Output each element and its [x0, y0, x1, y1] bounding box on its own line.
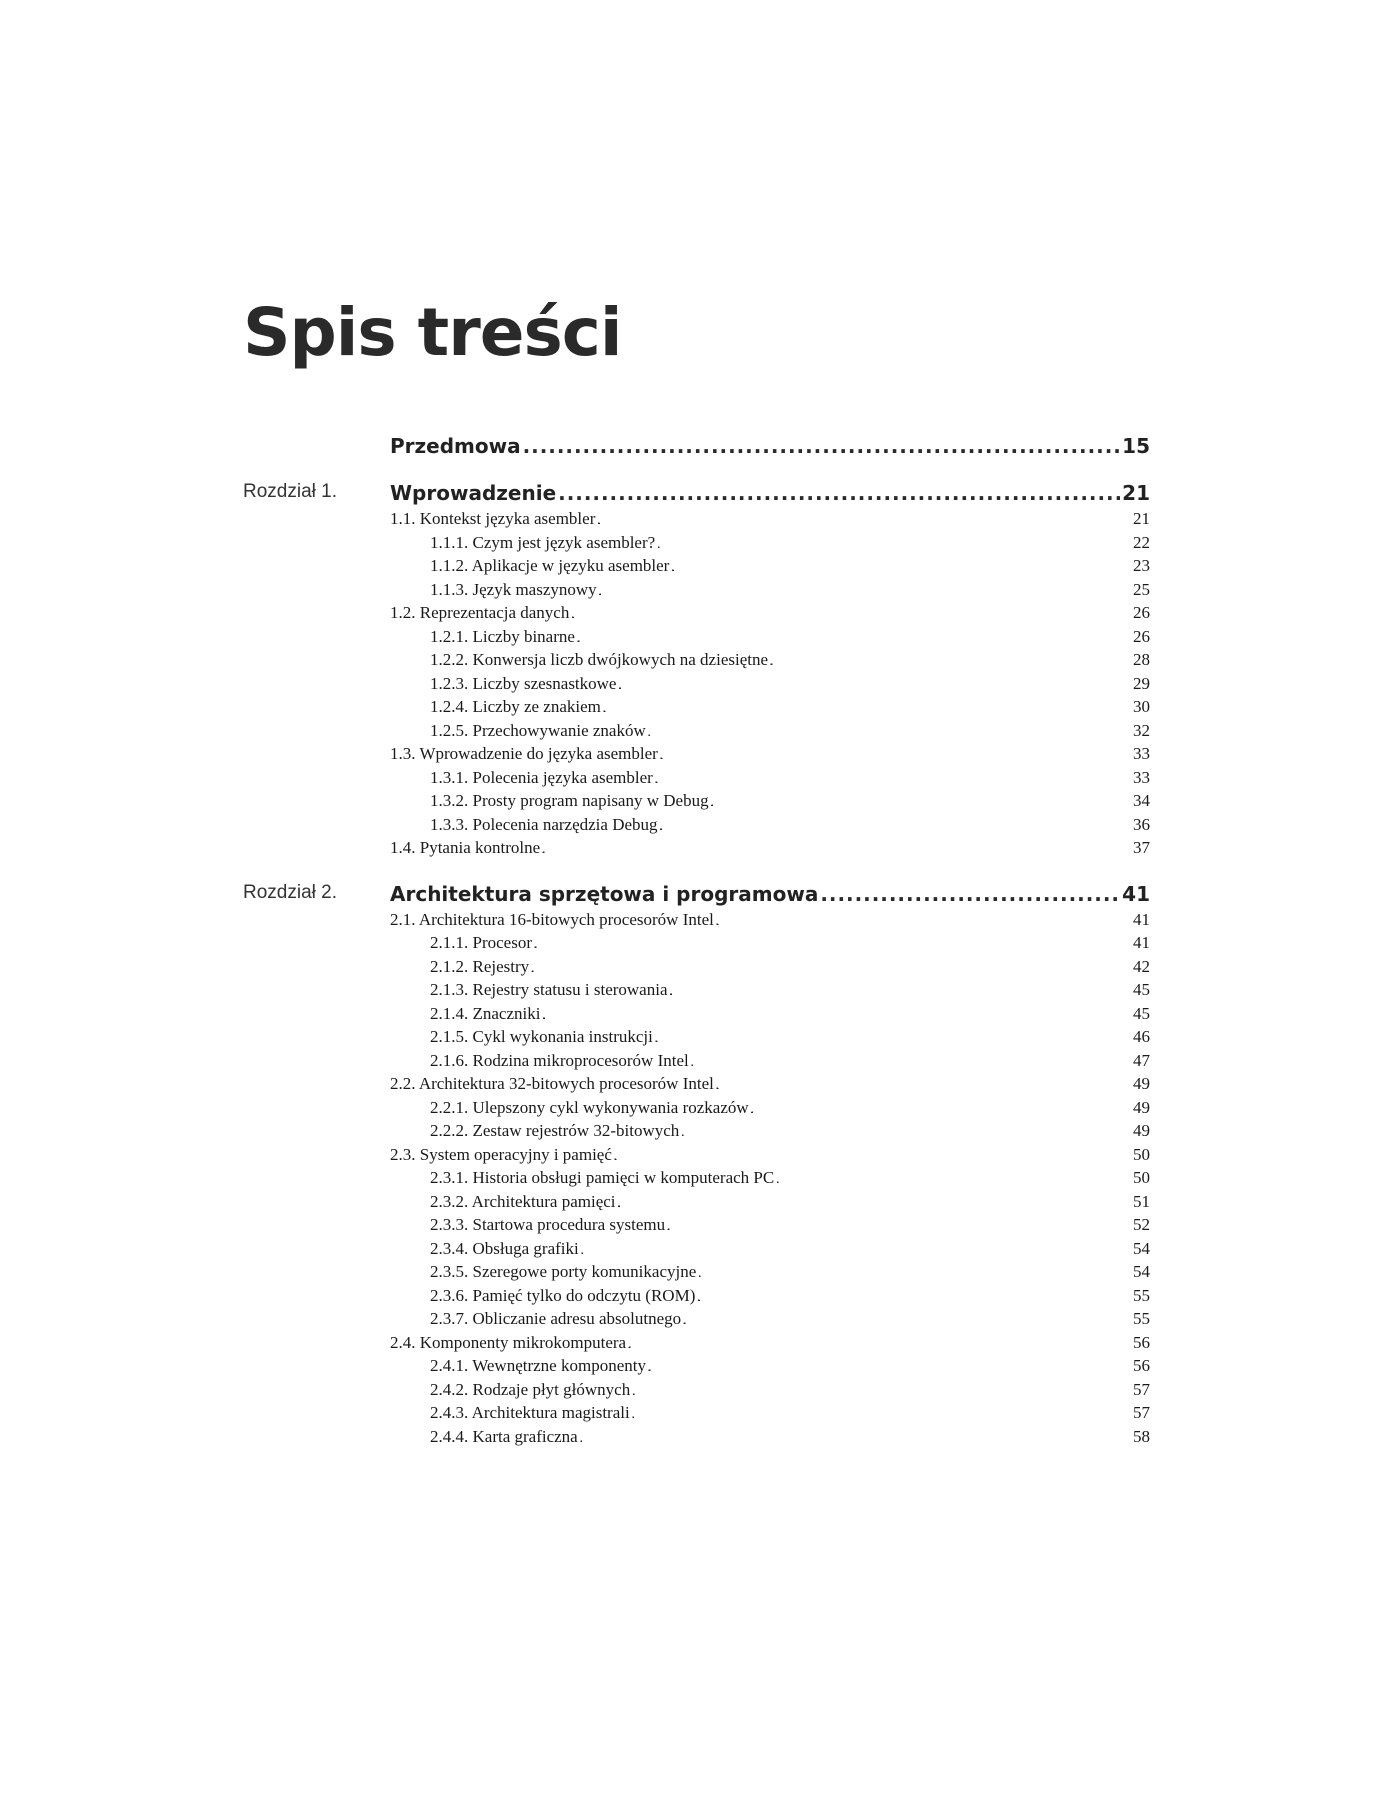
entry-page: 36 [1133, 814, 1150, 834]
table-of-contents [243, 432, 1148, 1448]
entry-number: 2.1. [390, 909, 416, 929]
dot-leader [667, 1213, 1131, 1237]
entry-number: 2.4.4. [430, 1426, 469, 1446]
entry-label: Ulepszony cykl wykonywania rozkazów [472, 1097, 749, 1117]
chapter-page: 21 [1122, 481, 1150, 505]
entry-label: System operacyjny i pamięć [419, 1144, 612, 1164]
entry-page: 50 [1133, 1144, 1150, 1164]
entry-title [430, 1260, 698, 1284]
entry-label: Rejestry [472, 956, 530, 976]
toc-entry-subsection[interactable] [430, 1213, 1150, 1237]
entry-title [430, 955, 531, 979]
entry-title [430, 1049, 691, 1073]
entry-label: Rejestry statusu i sterowania [472, 980, 668, 999]
entry-label: Komponenty mikrokomputera [419, 1332, 627, 1352]
entry-label: Historia obsługi pamięci w komputerach PC [472, 1168, 775, 1187]
entry-page: 52 [1133, 1215, 1150, 1234]
entry-number: 2.2.1. [430, 1097, 469, 1117]
dot-leader [691, 1049, 1131, 1073]
entry-number: 1.3.3. [430, 814, 469, 834]
dot-leader [542, 1002, 1131, 1026]
entry-page: 56 [1133, 1356, 1150, 1375]
toc-entry-subsection[interactable] [430, 955, 1150, 979]
entry-number: 2.3.6. [430, 1285, 469, 1305]
entry-number: 2.3. [390, 1144, 416, 1164]
entry-number: 2.3.5. [430, 1262, 469, 1281]
entry-title [430, 1190, 618, 1214]
entry-page: 55 [1133, 1309, 1150, 1328]
toc-entry-subsection[interactable] [430, 1119, 1150, 1143]
entry-number: 2.2. [390, 1074, 416, 1093]
dot-leader [671, 554, 1131, 578]
entry-title [430, 1002, 542, 1026]
entry-page: 51 [1133, 1191, 1150, 1211]
entry-number: 1.2.3. [430, 673, 469, 693]
toc-entry-subsection[interactable] [430, 978, 1150, 1002]
toc-entry-subsection[interactable] [430, 531, 1150, 555]
entry-number: 1.3.2. [430, 791, 469, 810]
entry-number: 1.2.4. [430, 697, 469, 716]
dot-leader [618, 1190, 1131, 1214]
dot-leader [614, 1143, 1131, 1167]
entry-page: 50 [1133, 1168, 1150, 1187]
entry-label: Procesor [472, 933, 532, 952]
entry-label: Szeregowe porty komunikacyjne [472, 1262, 697, 1281]
entry-title [430, 531, 657, 555]
entry-title [430, 931, 534, 955]
entry-page: 41 [1133, 933, 1150, 952]
dot-leader [655, 766, 1131, 790]
entry-label: Karta graficzna [472, 1426, 578, 1446]
page-title: Spis treści [243, 294, 622, 371]
entry-label: Startowa procedura systemu [472, 1215, 666, 1234]
entry-title [430, 672, 618, 696]
entry-label: Polecenia języka asembler [472, 767, 653, 787]
toc-entry-subsection[interactable] [430, 766, 1150, 790]
entry-number: 2.1.4. [430, 1003, 469, 1023]
dot-leader [716, 908, 1131, 932]
dot-leader [618, 672, 1131, 696]
entry-label: Liczby ze znakiem [472, 697, 601, 716]
entry-title [430, 719, 648, 743]
entry-number: 1.2.5. [430, 720, 469, 740]
dot-leader [531, 955, 1131, 979]
entry-page: 33 [1133, 767, 1150, 787]
dot-leader [580, 1425, 1131, 1449]
entry-label: Pytania kontrolne [419, 838, 541, 857]
entry-title [390, 601, 571, 625]
toc-entry-section[interactable] [390, 1331, 1150, 1355]
entry-title [430, 695, 603, 719]
entry-label: Liczby binarne [472, 626, 575, 646]
entry-page: 26 [1133, 626, 1150, 646]
entry-label: Architektura 16-bitowych procesorów Intel [418, 909, 714, 929]
entry-number: 1.1.2. [430, 556, 469, 575]
entry-page: 30 [1133, 697, 1150, 716]
entry-title [430, 766, 655, 790]
toc-entry-subsection[interactable] [430, 1096, 1150, 1120]
entry-title [430, 789, 711, 813]
entry-title [430, 1284, 697, 1308]
entry-page: 37 [1133, 838, 1150, 857]
toc-entry-subsection[interactable] [430, 625, 1150, 649]
toc-entry-subsection[interactable] [430, 813, 1150, 837]
toc-entry-section[interactable] [390, 836, 1150, 860]
entry-label: Język maszynowy [472, 579, 597, 599]
entry-title [390, 1072, 716, 1096]
entry-page: 55 [1133, 1285, 1150, 1305]
entry-page: 54 [1133, 1238, 1150, 1258]
chapter-label: Rozdział 1. [243, 481, 337, 502]
entry-label: Wprowadzenie do języka asembler [419, 744, 658, 763]
dot-leader [577, 625, 1131, 649]
entry-label: Wewnętrzne komponenty [472, 1356, 646, 1375]
entry-number: 1.2. [390, 603, 416, 622]
toc-entry-subsection[interactable] [430, 1284, 1150, 1308]
entry-number: 1.1. [390, 509, 416, 528]
chapter-title: Wprowadzenie [390, 481, 557, 505]
preface-page: 15 [1122, 434, 1150, 458]
entry-page: 41 [1133, 909, 1150, 929]
entry-number: 1.2.1. [430, 626, 469, 646]
entry-page: 33 [1133, 744, 1150, 763]
entry-label: Architektura magistrali [471, 1403, 630, 1422]
entry-title [430, 1378, 632, 1402]
entry-title [430, 1237, 581, 1261]
dot-leader [632, 1401, 1131, 1425]
dot-leader [683, 1307, 1131, 1331]
entry-page: 34 [1133, 791, 1150, 810]
entry-number: 2.1.2. [430, 956, 469, 976]
entry-number: 2.3.2. [430, 1191, 469, 1211]
entry-title [430, 1096, 751, 1120]
entry-page: 57 [1133, 1379, 1150, 1399]
dot-leader [628, 1331, 1131, 1355]
entry-number: 1.3. [390, 744, 416, 763]
dot-leader [603, 695, 1131, 719]
chapter-page: 41 [1122, 881, 1150, 906]
entry-page: 45 [1133, 1003, 1150, 1023]
entry-title [430, 1425, 580, 1449]
toc-entry-subsection[interactable] [430, 672, 1150, 696]
entry-title [390, 742, 660, 766]
entry-number: 2.3.7. [430, 1309, 469, 1328]
entry-page: 49 [1133, 1121, 1150, 1140]
preface-title: Przedmowa [390, 434, 521, 458]
dot-leader [648, 719, 1131, 743]
dot-leader [632, 1378, 1131, 1402]
entry-page: 23 [1133, 556, 1150, 575]
entry-label: Obliczanie adresu absolutnego [472, 1309, 682, 1328]
dot-leader [820, 880, 1120, 908]
entry-page: 26 [1133, 603, 1150, 622]
dot-leader [670, 978, 1132, 1002]
entry-page: 58 [1133, 1426, 1150, 1446]
dot-leader [660, 742, 1131, 766]
entry-label: Kontekst języka asembler [419, 509, 596, 528]
dot-leader [571, 601, 1131, 625]
entry-page: 28 [1133, 650, 1150, 669]
entry-number: 2.4.3. [430, 1403, 469, 1422]
entry-label: Pamięć tylko do odczytu (ROM) [472, 1285, 696, 1305]
chapter-label: Rozdział 2. [243, 881, 337, 903]
toc-entry-subsection[interactable] [430, 1425, 1150, 1449]
toc-entry-section[interactable] [390, 742, 1150, 766]
entry-number: 2.3.4. [430, 1238, 469, 1258]
entry-number: 1.4. [390, 838, 416, 857]
entry-label: Konwersja liczb dwójkowych na dziesiętne [472, 650, 769, 669]
entry-page: 25 [1133, 579, 1150, 599]
entry-number: 2.4. [390, 1332, 416, 1352]
entry-label: Rodzaje płyt głównych [472, 1379, 631, 1399]
entry-page: 49 [1133, 1074, 1150, 1093]
entry-page: 56 [1133, 1332, 1150, 1352]
entry-title [430, 1401, 632, 1425]
entry-page: 57 [1133, 1403, 1150, 1422]
toc-entry-subsection[interactable] [430, 554, 1150, 578]
toc-entry-subsection[interactable] [430, 1260, 1150, 1284]
toc-entry-section[interactable] [390, 601, 1150, 625]
entry-label: Przechowywanie znaków [472, 720, 646, 740]
toc-entry-chapter[interactable] [390, 880, 1150, 908]
dot-leader [681, 1119, 1131, 1143]
entry-page: 32 [1133, 720, 1150, 740]
toc-entry-subsection[interactable] [430, 1354, 1150, 1378]
entry-title [430, 1119, 681, 1143]
entry-page: 22 [1133, 532, 1150, 552]
toc-entry-subsection[interactable] [430, 695, 1150, 719]
chapter-block [243, 880, 1148, 1449]
entry-title [390, 836, 542, 860]
entry-number: 1.1.1. [430, 532, 469, 552]
toc-entry-subsection[interactable] [430, 789, 1150, 813]
entry-page: 47 [1133, 1050, 1150, 1070]
entry-label: Obsługa grafiki [472, 1238, 579, 1258]
dot-leader [751, 1096, 1131, 1120]
entry-page: 54 [1133, 1262, 1150, 1281]
chapter-title: Architektura sprzętowa i programowa [390, 881, 819, 906]
entry-page: 49 [1133, 1097, 1150, 1117]
toc-entry-subsection[interactable] [430, 1378, 1150, 1402]
entry-title [430, 1307, 683, 1331]
entry-number: 2.1.6. [430, 1050, 469, 1070]
toc-entry-section[interactable] [390, 908, 1150, 932]
toc-entry-subsection[interactable] [430, 1307, 1150, 1331]
entry-label: Znaczniki [472, 1003, 541, 1023]
entry-number: 2.3.3. [430, 1215, 469, 1234]
toc-entry-section[interactable] [390, 1072, 1150, 1096]
dot-leader [523, 432, 1121, 460]
chapter-list [243, 479, 1148, 1448]
toc-entry-subsection[interactable] [430, 1237, 1150, 1261]
entry-label: Reprezentacja danych [419, 603, 570, 622]
entry-page: 42 [1133, 956, 1150, 976]
toc-entry-subsection[interactable] [430, 1049, 1150, 1073]
entry-number: 2.4.2. [430, 1379, 469, 1399]
toc-entry-subsection[interactable] [430, 1002, 1150, 1026]
entry-label: Aplikacje w języku asembler [471, 556, 670, 575]
entry-number: 2.4.1. [430, 1356, 469, 1375]
dot-leader [660, 813, 1131, 837]
toc-entry-preface[interactable] [390, 432, 1150, 460]
entry-number: 2.2.2. [430, 1121, 469, 1140]
entry-label: Rodzina mikroprocesorów Intel [472, 1050, 689, 1070]
entry-title [430, 648, 770, 672]
dot-leader [698, 1260, 1131, 1284]
entry-page: 46 [1133, 1027, 1150, 1046]
toc-entry-subsection[interactable] [430, 1190, 1150, 1214]
toc-entry-subsection[interactable] [430, 648, 1150, 672]
toc-entry-subsection[interactable] [430, 578, 1150, 602]
entry-title [390, 908, 716, 932]
entry-label: Czym jest język asembler? [472, 532, 656, 552]
entry-label: Cykl wykonania instrukcji [472, 1027, 653, 1046]
entry-title [430, 1213, 667, 1237]
toc-entry-chapter[interactable] [390, 479, 1150, 507]
entry-page: 21 [1133, 509, 1150, 528]
entry-number: 2.1.3. [430, 980, 469, 999]
chapter-block [243, 479, 1148, 860]
entry-number: 1.3.1. [430, 767, 469, 787]
dot-leader [697, 1284, 1131, 1308]
dot-leader [657, 531, 1131, 555]
toc-entry-subsection[interactable] [430, 931, 1150, 955]
toc-entry-section[interactable] [390, 507, 1150, 531]
toc-entry-section[interactable] [390, 1143, 1150, 1167]
dot-leader [655, 1025, 1131, 1049]
entry-title [390, 1331, 628, 1355]
dot-leader [599, 578, 1131, 602]
entry-label: Liczby szesnastkowe [472, 673, 617, 693]
entry-page: 29 [1133, 673, 1150, 693]
entry-title [430, 1025, 655, 1049]
dot-leader [776, 1166, 1131, 1190]
entry-page: 45 [1133, 980, 1150, 999]
entry-number: 2.1.1. [430, 933, 469, 952]
dot-leader [534, 931, 1131, 955]
dot-leader [716, 1072, 1131, 1096]
entry-label: Architektura 32-bitowych procesorów Intel [418, 1074, 714, 1093]
entry-title [390, 1143, 614, 1167]
dot-leader [581, 1237, 1131, 1261]
entry-title [430, 625, 577, 649]
entry-number: 2.1.5. [430, 1027, 469, 1046]
entry-label: Architektura pamięci [471, 1191, 616, 1211]
entry-label: Polecenia narzędzia Debug [472, 814, 658, 834]
entry-title [430, 578, 599, 602]
toc-entry-subsection[interactable] [430, 1401, 1150, 1425]
entry-title [390, 507, 597, 531]
dot-leader [648, 1354, 1131, 1378]
dot-leader [711, 789, 1131, 813]
entry-title [430, 1166, 776, 1190]
toc-entry-subsection[interactable] [430, 1025, 1150, 1049]
entry-number: 2.3.1. [430, 1168, 469, 1187]
dot-leader [597, 507, 1131, 531]
entry-title [430, 813, 660, 837]
entry-label: Prosty program napisany w Debug [472, 791, 709, 810]
entry-number: 1.2.2. [430, 650, 469, 669]
toc-entry-subsection[interactable] [430, 719, 1150, 743]
entry-title [430, 1354, 648, 1378]
dot-leader [770, 648, 1131, 672]
dot-leader [558, 479, 1120, 507]
entry-number: 1.1.3. [430, 579, 469, 599]
toc-entry-subsection[interactable] [430, 1166, 1150, 1190]
entry-label: Zestaw rejestrów 32-bitowych [472, 1121, 680, 1140]
dot-leader [542, 836, 1131, 860]
entry-title [430, 554, 671, 578]
entry-title [430, 978, 670, 1002]
